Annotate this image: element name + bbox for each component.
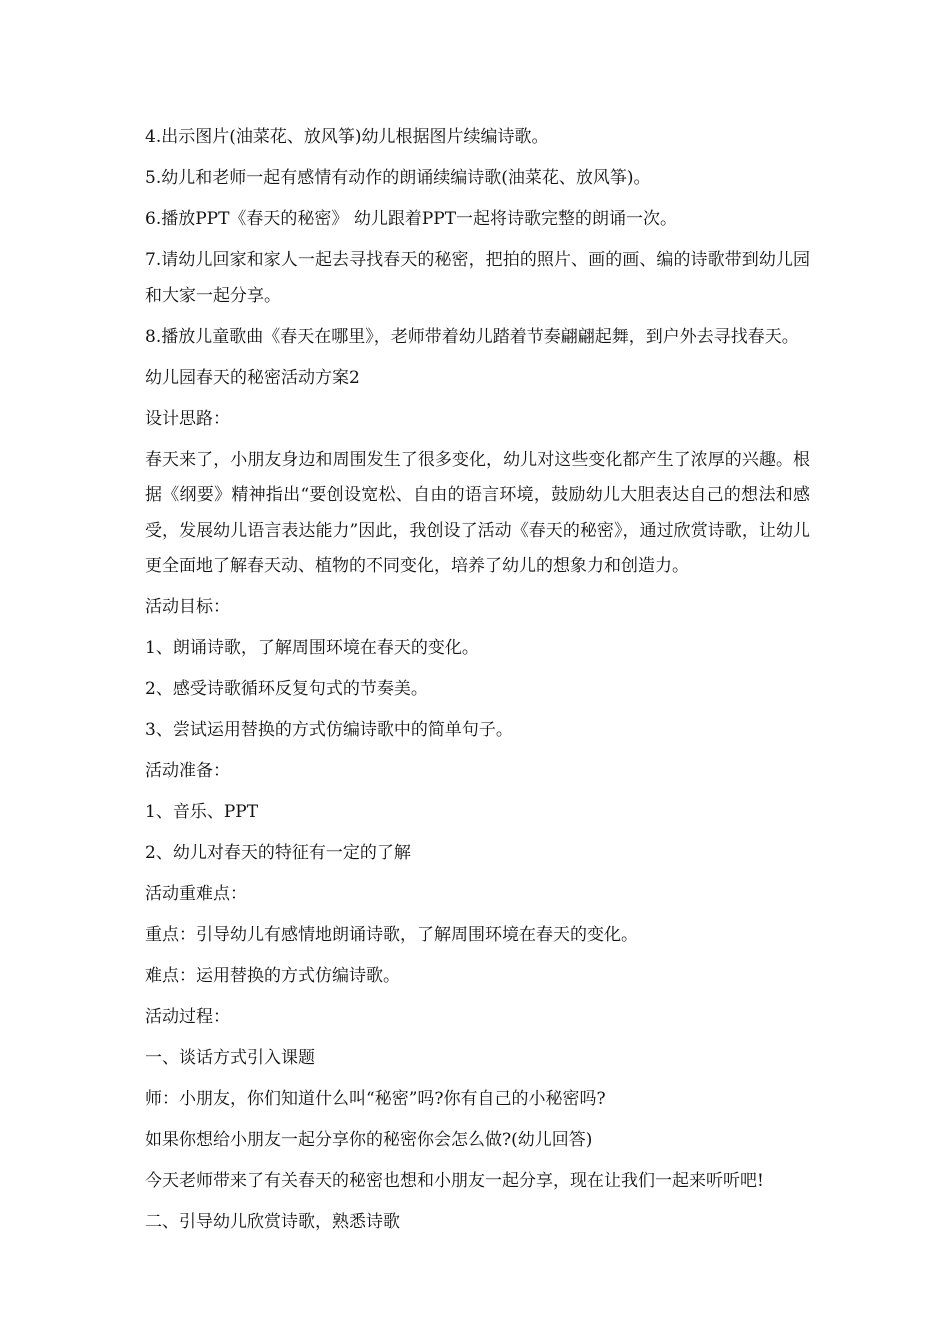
paragraph-design-idea: 春天来了，小朋友身边和周围发生了很多变化，幼儿对这些变化都产生了浓厚的兴趣。根据《纲要》精神指出“要创设宽松、自由的语言环境，鼓励幼儿大胆表达自己的想法和感受，发展幼儿语言表达能力”因此，我创设了活动《春天的秘密》，通过欣赏诗歌，让幼儿更全面地了解春天动、植物的不同变化，培养了幼儿的想象力和创造力。 [145,449,810,576]
difficult-point: 难点：运用替换的方式仿编诗歌。 [145,966,400,986]
goal-item-2: 2、感受诗歌循环反复句式的节奏美。 [145,679,428,699]
goal-item-1: 1、朗诵诗歌，了解周围环境在春天的变化。 [145,638,479,658]
goal-item-3: 3、尝试运用替换的方式仿编诗歌中的简单句子。 [145,720,513,740]
document-page [145,120,810,1246]
process-step-2: 二、引导幼儿欣赏诗歌，熟悉诗歌 [145,1212,400,1232]
heading-key-points: 活动重难点： [145,884,247,904]
preparation-item-1: 1、音乐、PPT [145,802,259,822]
section-title: 幼儿园春天的秘密活动方案2 [145,367,360,388]
preparation-item-2: 2、幼儿对春天的特征有一定的了解 [145,843,411,863]
heading-preparation: 活动准备： [145,761,230,781]
paragraph-step-5: 5.幼儿和老师一起有感情有动作的朗诵续编诗歌(油菜花、放风筝)。 [145,168,651,188]
paragraph-step-6: 6.播放PPT《春天的秘密》 幼儿跟着PPT一起将诗歌完整的朗诵一次。 [145,209,678,229]
dialogue-line-3: 今天老师带来了有关春天的秘密也想和小朋友一起分享，现在让我们一起来听听吧! [145,1171,764,1191]
heading-process: 活动过程： [145,1007,230,1027]
paragraph-step-4: 4.出示图片(油菜花、放风筝)幼儿根据图片续编诗歌。 [145,127,549,147]
process-step-1: 一、谈话方式引入课题 [145,1048,315,1068]
heading-goals: 活动目标： [145,597,230,617]
key-point: 重点：引导幼儿有感情地朗诵诗歌，了解周围环境在春天的变化。 [145,925,638,945]
dialogue-line-1: 师：小朋友，你们知道什么叫“秘密”吗?你有自己的小秘密吗? [145,1089,606,1109]
paragraph-step-8: 8.播放儿童歌曲《春天在哪里》，老师带着幼儿踏着节奏翩翩起舞，到户外去寻找春天。 [145,326,799,347]
paragraph-step-7: 7.请幼儿回家和家人一起去寻找春天的秘密，把拍的照片、画的画、编的诗歌带到幼儿园和大家一起分享。 [145,250,810,306]
dialogue-line-2: 如果你想给小朋友一起分享你的秘密你会怎么做?(幼儿回答) [145,1130,593,1150]
heading-design-idea: 设计思路： [145,408,230,429]
